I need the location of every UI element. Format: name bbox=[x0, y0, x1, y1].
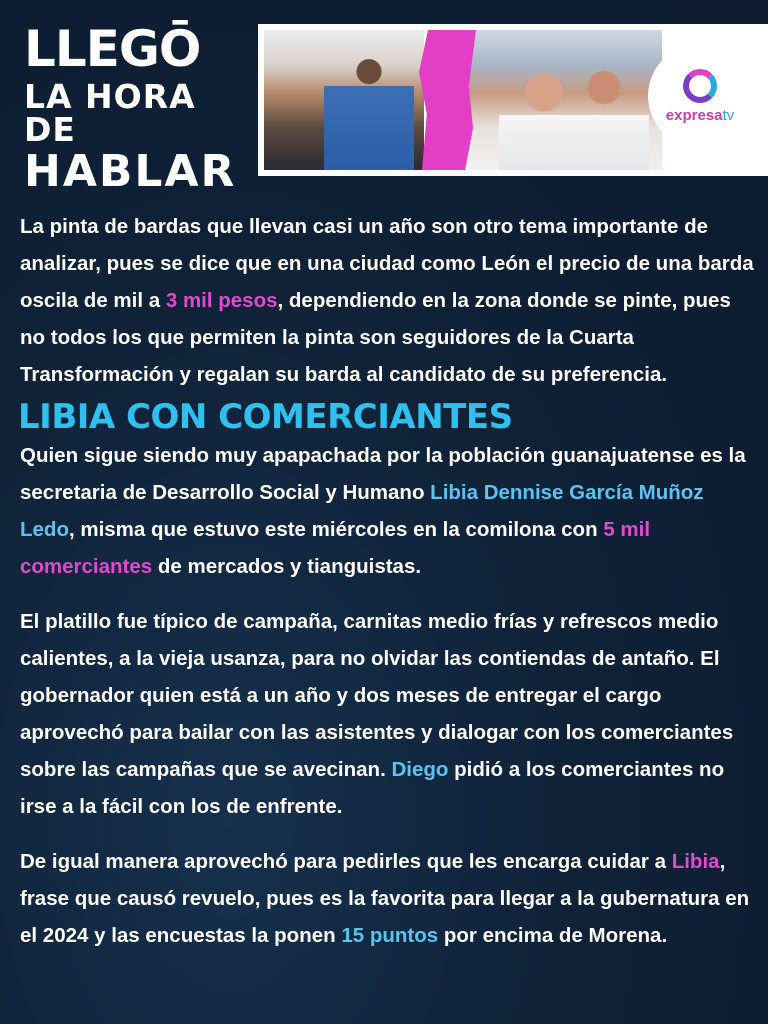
brand-name bbox=[666, 107, 734, 124]
brand-name-part1: expresa bbox=[665, 106, 723, 124]
photo-crowd bbox=[499, 60, 649, 170]
brand-name-part2: tv bbox=[722, 106, 735, 124]
header bbox=[0, 0, 768, 200]
highlight-name: Libia Dennise García Muñoz Ledo bbox=[20, 481, 704, 541]
spacer bbox=[20, 585, 756, 603]
highlight-merchants: 5 mil comerciantes bbox=[20, 518, 651, 578]
logo-line-1: LLEGŌ bbox=[24, 20, 201, 78]
show-logo bbox=[24, 20, 254, 197]
section-title: LIBIA CON COMERCIANTES bbox=[18, 397, 513, 437]
spacer bbox=[20, 825, 756, 843]
highlight-libia: Libia bbox=[671, 850, 720, 873]
text: El platillo fue típico de campaña, carnitas medio frías y refrescos medio calientes, a la vieja usanza, para no olvidar las contiendas de antaño. El gobernador quien está a un año y dos meses de entregar el cargo aprovechó para bailar con las asistentes y dialogar con los comerciantes sobre las campañas que se avecinan. bbox=[20, 610, 734, 781]
logo-line-2: LA HORA DE bbox=[24, 77, 196, 149]
highlight-points: 15 puntos bbox=[341, 924, 439, 947]
article-body bbox=[20, 208, 756, 954]
text: de mercados y tianguistas. bbox=[152, 555, 422, 578]
text: , misma que estuvo este miércoles en la comilona con bbox=[68, 518, 604, 541]
pink-torn-strip bbox=[416, 30, 476, 170]
brand-logo bbox=[650, 46, 750, 146]
photo-dancing-people bbox=[324, 50, 414, 170]
text: De igual manera aprovechó para pedirles que les encarga cuidar a bbox=[20, 850, 672, 873]
highlight-price: 3 mil pesos bbox=[165, 289, 278, 312]
logo-line-3: HABLAR bbox=[24, 146, 237, 197]
text: La pinta de bardas que llevan casi un año son otro tema importante de analizar, pues se dice que en una ciudad como León el precio de una barda oscila de mil a bbox=[20, 215, 754, 312]
paragraph-cuidar bbox=[20, 843, 756, 954]
event-photo bbox=[264, 30, 662, 170]
paragraph-libia bbox=[20, 437, 756, 585]
text: , dependiendo en la zona donde se pinte, pues no todos los que permiten la pinta son seguidores de la Cuarta Transformación y regalan su barda al candidato de su preferencia. bbox=[20, 289, 731, 386]
text: pidió a los comerciantes no irse a la fácil con los de enfrente. bbox=[20, 758, 725, 818]
text: por encima de Morena. bbox=[438, 924, 668, 947]
header-photo-frame bbox=[258, 24, 768, 176]
paragraph-platillo bbox=[20, 603, 756, 825]
text: Quien sigue siendo muy apapachada por la población guanajuatense es la secretaria de Desarrollo Social y Humano bbox=[20, 444, 746, 504]
brand-ring-icon bbox=[683, 69, 717, 103]
text: , frase que causó revuelo, pues es la favorita para llegar a la gubernatura en el 2024 y las encuestas la ponen bbox=[20, 850, 750, 947]
paragraph-bardas bbox=[20, 208, 756, 393]
highlight-diego: Diego bbox=[391, 758, 449, 781]
